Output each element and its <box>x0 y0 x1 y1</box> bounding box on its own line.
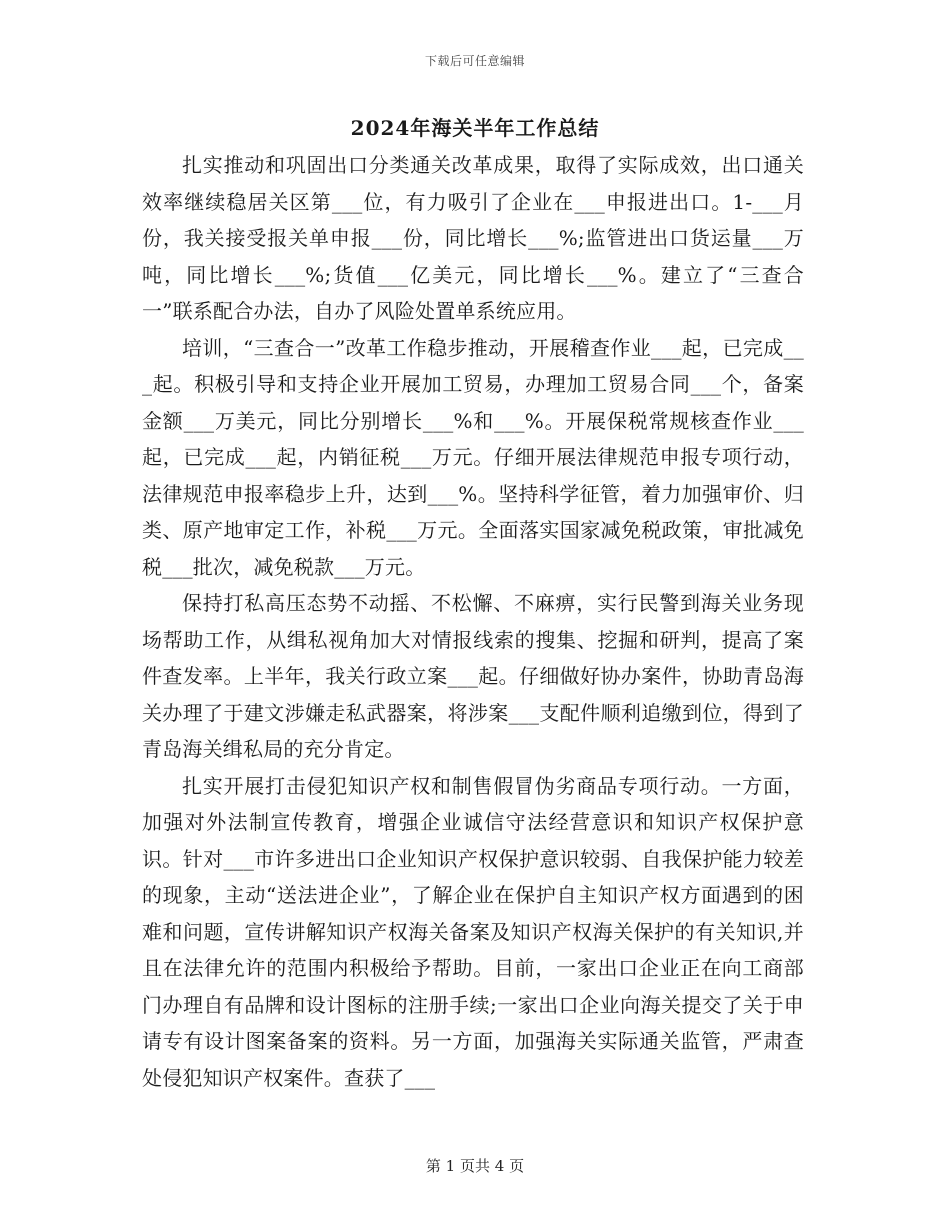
header-note: 下载后可任意编辑 <box>424 54 525 68</box>
paragraph-2: 培训，“三查合一”改革工作稳步推动，开展稽查作业___起，已完成___起。积极引导和支持企业开展加工贸易，办理加工贸易合同___个，备案金额___万美元，同比分别增长___%和___%。开展保税常规核查作业___起，已完成___起，内销征税___万元。仔细开展法律规范申报专项行动，法律规范申报率稳步上升，达到___%。坚持科学征管，着力加强审价、归类、原产地审定工作，补税___万元。全面落实国家减免税政策，审批减免税___批次，减免税款___万元。 <box>142 335 804 579</box>
page-number: 第 1 页共 4 页 <box>425 1157 525 1175</box>
document-body <box>142 147 804 1096</box>
paragraph-3: 保持打私高压态势不动摇、不松懈、不麻痹，实行民警到海关业务现场帮助工作，从缉私视角加大对情报线索的搜集、挖掘和研判，提高了案件查发率。上半年，我关行政立案___起。仔细做好协办案件，协助青岛海关办理了于建文涉嫌走私武器案，将涉案___支配件顺利追缴到位，得到了青岛海关缉私局的充分肯定。 <box>142 591 804 761</box>
paragraph-4: 扎实开展打击侵犯知识产权和制售假冒伪劣商品专项行动。一方面，加强对外法制宣传教育，增强企业诚信守法经营意识和知识产权保护意识。针对___市许多进出口企业知识产权保护意识较弱、自我保护能力较差的现象，主动“送法进企业”，了解企业在保护自主知识产权方面遇到的困难和问题，宣传讲解知识产权海关备案及知识产权海关保护的有关知识,并且在法律允许的范围内积极给予帮助。目前，一家出口企业正在向工商部门办理自有品牌和设计图标的注册手续;一家出口企业向海关提交了关于申请专有设计图案备案的资料。另一方面，加强海关实际通关监管，严肃查处侵犯知识产权案件。查获了___ <box>142 773 804 1090</box>
document-title: 2024年海关半年工作总结 <box>350 116 600 140</box>
paragraph-1: 扎实推动和巩固出口分类通关改革成果，取得了实际成效，出口通关效率继续稳居关区第___位，有力吸引了企业在___申报进出口。1-___月份，我关接受报关单申报___份，同比增长___%;监管进出口货运量___万吨，同比增长___%;货值___亿美元，同比增长___%。建立了“三查合一”联系配合办法，自办了风险处置单系统应用。 <box>142 153 804 323</box>
